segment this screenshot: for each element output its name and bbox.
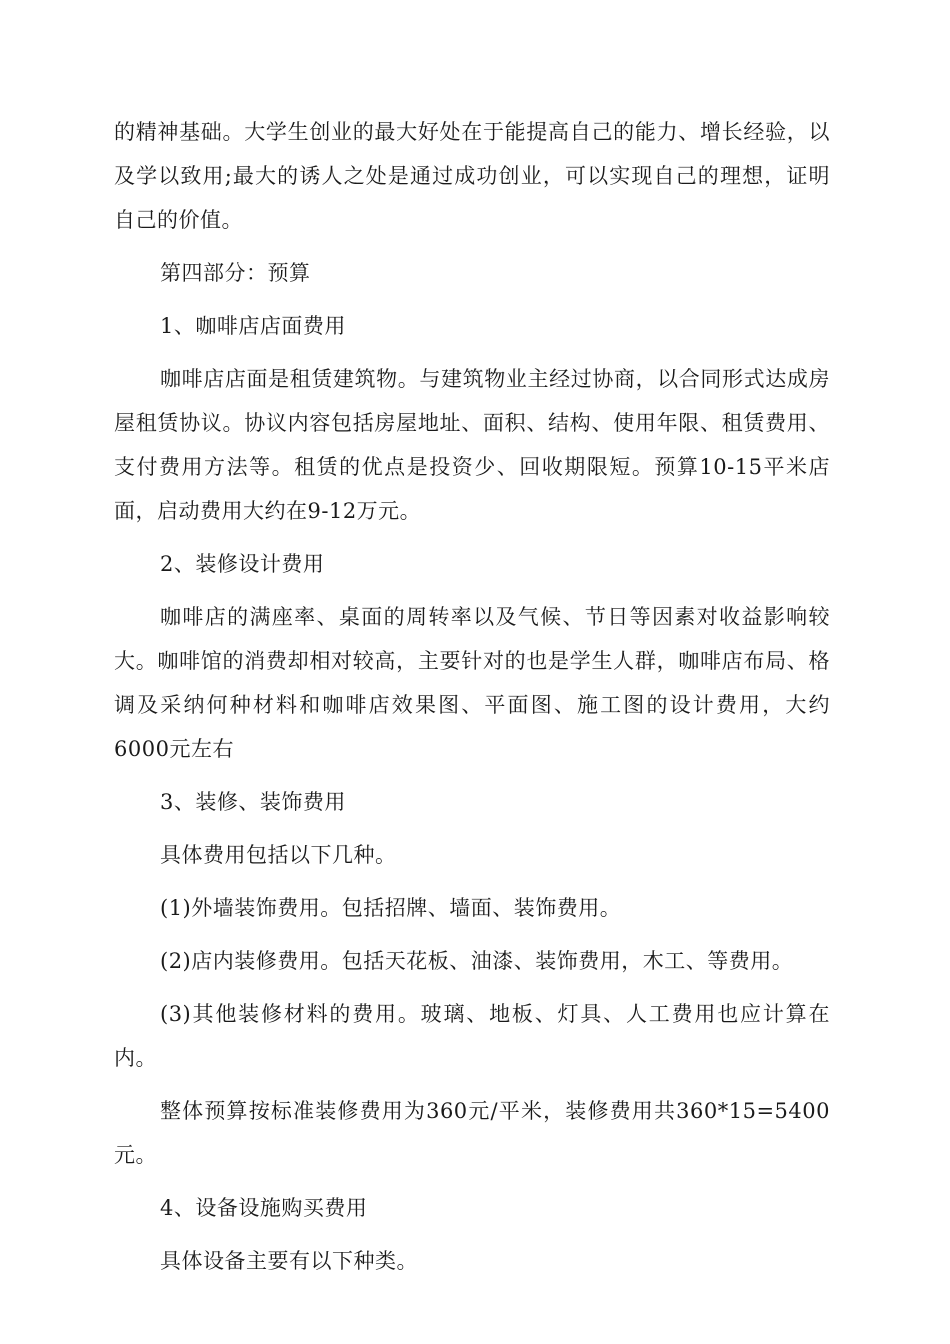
section-heading-budget: 第四部分：预算 (160, 261, 311, 285)
subheading-decoration-cost: 3、装修、装饰费用 (160, 790, 346, 814)
paragraph-design: 咖啡店的满座率、桌面的周转率以及气候、节日等因素对收益影响较大。咖啡馆的消费却相对较高，主要针对的也是学生人群，咖啡店布局、格调及采纳何种材料和咖啡店效果图、平面图、施工图的设计费用，大约6000元左右 (114, 605, 830, 761)
document-body (114, 110, 830, 1283)
paragraph-cost-types: 具体费用包括以下几种。 (160, 843, 397, 867)
subheading-design-cost: 2、装修设计费用 (160, 552, 325, 576)
subheading-equipment-cost: 4、设备设施购买费用 (160, 1196, 368, 1220)
list-item-interior: (2)店内装修费用。包括天花板、油漆、装饰费用，木工、等费用。 (160, 949, 794, 973)
list-item-other-materials: (3)其他装修材料的费用。玻璃、地板、灯具、人工费用也应计算在内。 (114, 1002, 830, 1070)
paragraph-equipment-types: 具体设备主要有以下种类。 (160, 1249, 418, 1273)
paragraph-continuation: 的精神基础。大学生创业的最大好处在于能提高自己的能力、增长经验，以及学以致用;最大的诱人之处是通过成功创业，可以实现自己的理想，证明自己的价值。 (114, 120, 830, 232)
list-item-exterior: (1)外墙装饰费用。包括招牌、墙面、装饰费用。 (160, 896, 622, 920)
paragraph-total-budget: 整体预算按标准装修费用为360元/平米，装修费用共360*15=5400元。 (114, 1099, 830, 1167)
subheading-storefront-cost: 1、咖啡店店面费用 (160, 314, 346, 338)
paragraph-storefront: 咖啡店店面是租赁建筑物。与建筑物业主经过协商，以合同形式达成房屋租赁协议。协议内容包括房屋地址、面积、结构、使用年限、租赁费用、支付费用方法等。租赁的优点是投资少、回收期限短。预算10-15平米店面，启动费用大约在9-12万元。 (114, 367, 830, 523)
